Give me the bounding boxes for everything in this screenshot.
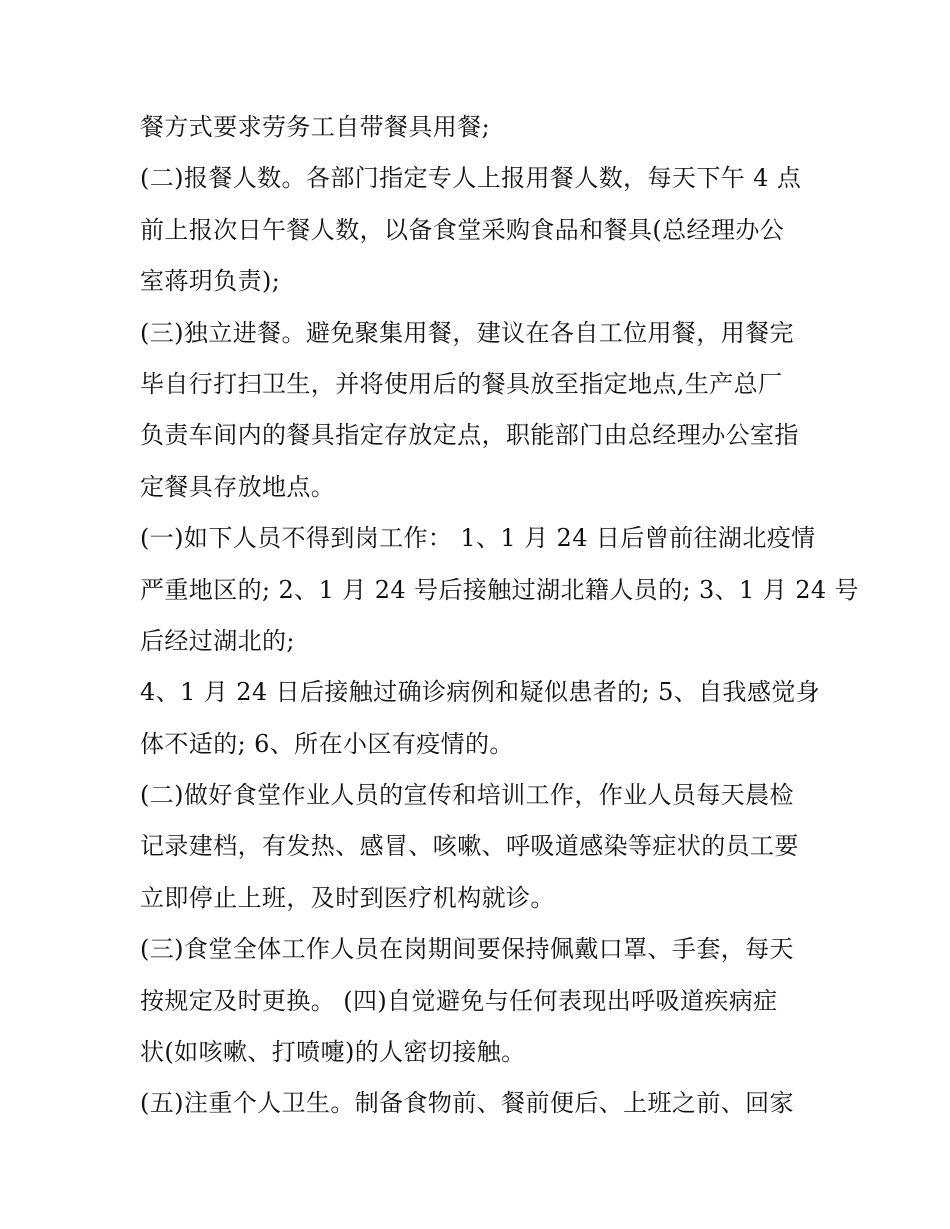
text-line: 立即停止上班，及时到医疗机构就诊。 <box>140 883 555 912</box>
text-line: 负责车间内的餐具指定存放定点，职能部门由总经理办公室指 <box>140 421 799 450</box>
text-line: (三)食堂全体工作人员在岗期间要保持佩戴口罩、手套，每天 <box>140 935 794 964</box>
text-line: 室蒋玥负责); <box>140 267 281 296</box>
text-line: (一)如下人员不得到岗工作： 1、1 月 24 日后曾前往湖北疫情 <box>140 524 816 553</box>
text-line: 状(如咳嗽、打喷嚏)的人密切接触。 <box>140 1038 526 1067</box>
text-line: 定餐具存放地点。 <box>140 472 336 501</box>
text-line: (五)注重个人卫生。制备食物前、餐前便后、上班之前、回家 <box>140 1089 794 1118</box>
text-line: 前上报次日午餐人数，以备食堂采购食品和餐具(总经理办公 <box>140 215 785 244</box>
text-line: 毕自行打扫卫生，并将使用后的餐具放至指定地点,生产总厂 <box>140 369 783 398</box>
document-body <box>140 102 859 1130</box>
text-line: 4、1 月 24 日后接触过确诊病例和疑似患者的; 5、自我感觉身 <box>140 678 821 707</box>
text-line: 体不适的; 6、所在小区有疫情的。 <box>140 729 514 758</box>
text-line: 严重地区的; 2、1 月 24 号后接触过湖北籍人员的; 3、1 月 24 号 <box>140 575 859 604</box>
text-line: 后经过湖北的; <box>140 626 295 655</box>
text-line: (二)报餐人数。各部门指定专人上报用餐人数，每天下午 4 点 <box>140 164 802 193</box>
text-line: 餐方式要求劳务工自带餐具用餐; <box>140 113 491 141</box>
text-line: 记录建档，有发热、感冒、咳嗽、呼吸道感染等症状的员工要 <box>140 832 799 861</box>
text-line: (三)独立进餐。避免聚集用餐，建议在各自工位用餐，用餐完 <box>140 318 794 347</box>
text-line: 按规定及时更换。 (四)自觉避免与任何表现出呼吸道疾病症 <box>140 986 778 1015</box>
text-line: (二)做好食堂作业人员的宣传和培训工作，作业人员每天晨检 <box>140 781 794 810</box>
